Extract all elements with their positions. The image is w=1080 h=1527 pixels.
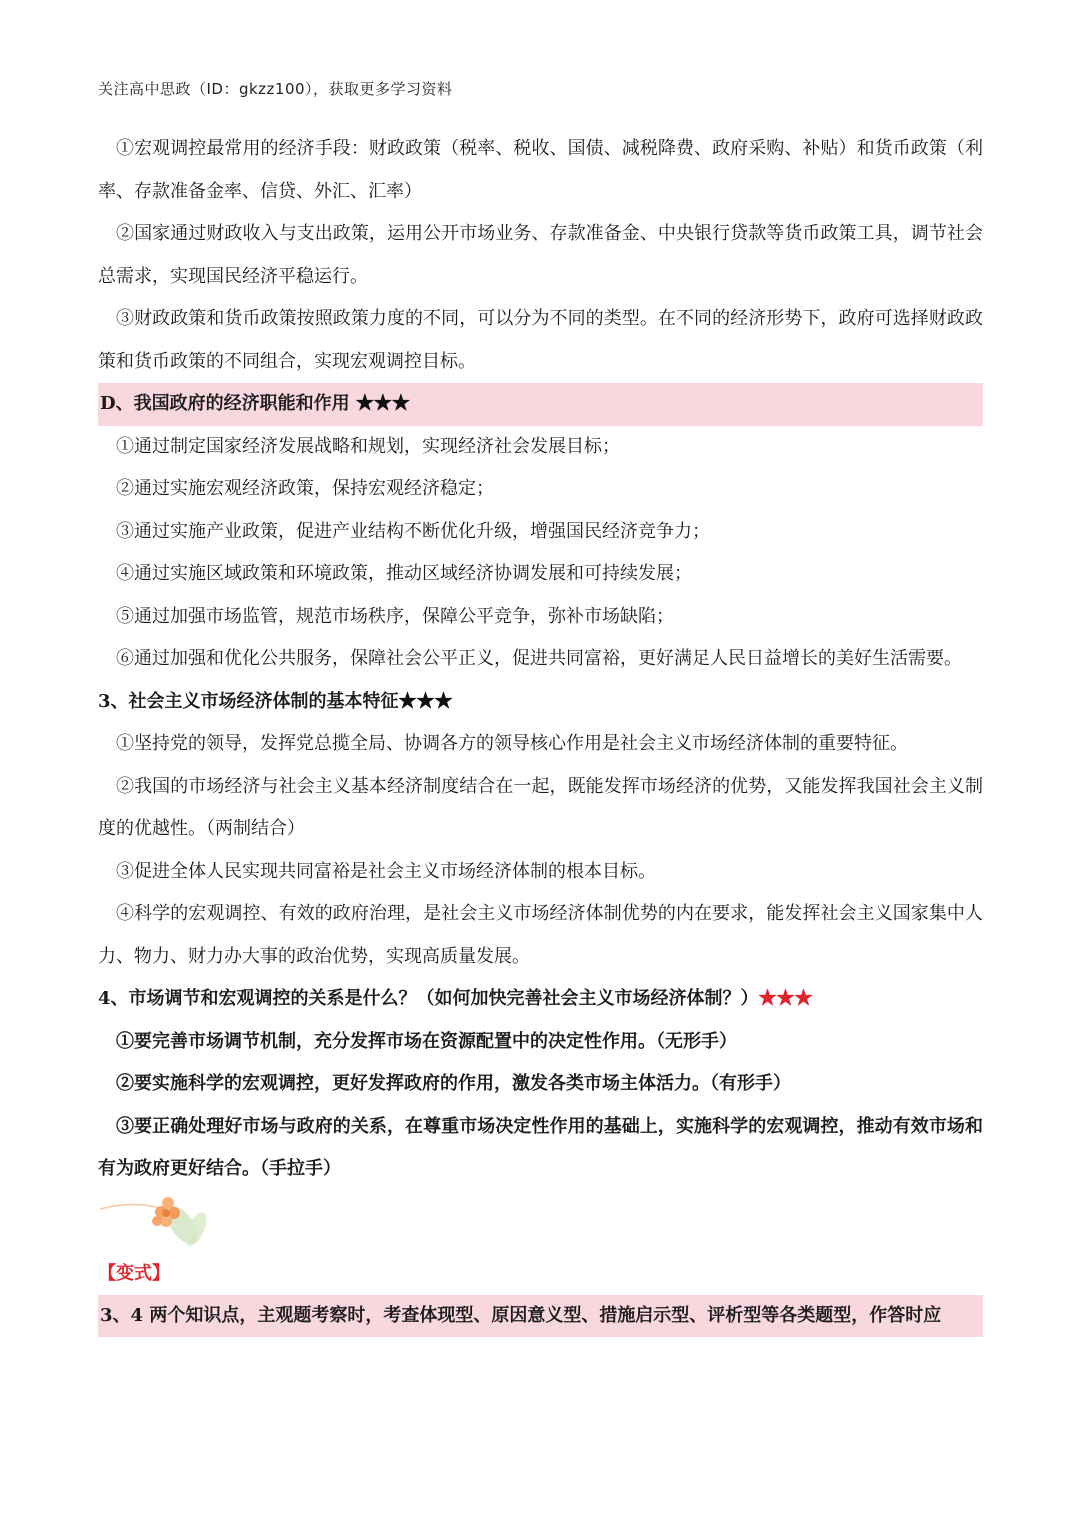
section-4-market-and-macro [98,978,983,1191]
list-item: ②通过实施宏观经济政策，保持宏观经济稳定； [116,478,494,499]
section-d-government-functions [98,383,983,681]
document-body [98,128,983,1337]
heading-text: D、我国政府的经济职能和作用 [100,393,356,414]
section-heading [98,681,983,724]
flower-decoration-icon [98,1191,983,1253]
variant-text: 3、4 两个知识点，主观题考察时，考查体现型、原因意义型、措施启示型、评析型等各类题型，作答时应 [98,1295,983,1337]
list-item: ①坚持党的领导，发挥党总揽全局、协调各方的领导核心作用是社会主义市场经济体制的重要特征。 [116,733,908,754]
importance-stars: ★★★ [758,988,813,1009]
page-header: 关注高中思政（ID：gkzz100），获取更多学习资料 [98,80,453,98]
section-c-macro-control [98,128,983,383]
list-item: ②要实施科学的宏观调控，更好发挥政府的作用，激发各类市场主体活力。（有形手） [116,1073,791,1094]
list-item: ③要正确处理好市场与政府的关系，在尊重市场决定性作用的基础上，实施科学的宏观调控，推动有效市场和有为政府更好结合。（手拉手） [98,1115,983,1179]
list-item: ③通过实施产业政策，促进产业结构不断优化升级，增强国民经济竞争力； [116,520,710,542]
heading-text: 4、市场调节和宏观调控的关系是什么？（如何加快完善社会主义市场经济体制？） [98,988,759,1009]
list-item: ③促进全体人民实现共同富裕是社会主义市场经济体制的根本目标。 [116,860,656,882]
variant-label: 【变式】 [98,1262,170,1284]
importance-stars: ★★★ [398,690,453,712]
list-item: ②我国的市场经济与社会主义基本经济制度结合在一起，既能发挥市场经济的优势，又能发挥我国社会主义制度的优越性。（两制结合） [98,775,983,839]
section-heading [98,978,983,1021]
list-item: ①要完善市场调节机制，充分发挥市场在资源配置中的决定性作用。（无形手） [116,1030,737,1052]
list-item: ⑤通过加强市场监管，规范市场秩序，保障公平竞争，弥补市场缺陷； [116,605,674,627]
list-item: ①通过制定国家经济发展战略和规划，实现经济社会发展目标； [116,435,620,457]
paragraph: ②国家通过财政收入与支出政策，运用公开市场业务、存款准备金、中央银行贷款等货币政策工具，调节社会总需求，实现国民经济平稳运行。 [98,223,983,287]
paragraph: ①宏观调控最常用的经济手段：财政政策（税率、税收、国债、减税降费、政府采购、补贴）和货币政策（利率、存款准备金率、信贷、外汇、汇率） [98,138,983,202]
section-3-basic-features [98,681,983,979]
list-item: ④通过实施区域政策和环境政策，推动区域经济协调发展和可持续发展； [116,563,692,584]
paragraph: ③财政政策和货币政策按照政策力度的不同，可以分为不同的类型。在不同的经济形势下，政府可选择财政政策和货币政策的不同组合，实现宏观调控目标。 [98,308,983,372]
heading-text: 3、社会主义市场经济体制的基本特征 [98,690,399,712]
section-heading [98,383,983,426]
importance-stars: ★★★ [355,393,410,414]
list-item: ④科学的宏观调控、有效的政府治理，是社会主义市场经济体制优势的内在要求，能发挥社会主义国家集中人力、物力、财力办大事的政治优势，实现高质量发展。 [98,903,983,967]
list-item: ⑥通过加强和优化公共服务，保障社会公平正义，促进共同富裕，更好满足人民日益增长的美好生活需要。 [116,648,962,669]
